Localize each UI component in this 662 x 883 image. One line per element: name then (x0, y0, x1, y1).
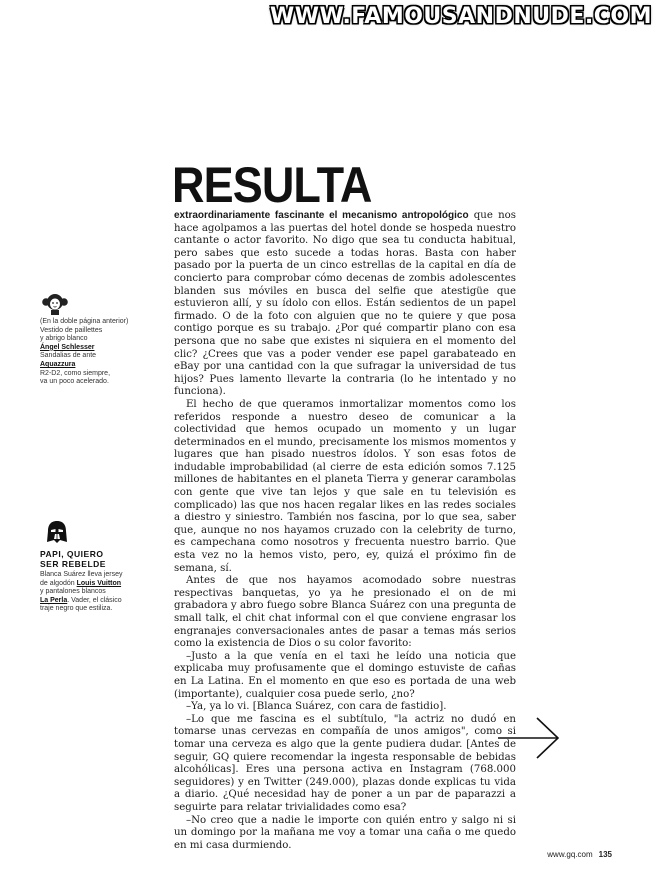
site-url: www.gq.com (547, 850, 593, 859)
brand-name: La Perla (40, 596, 68, 604)
caption-line: Sandalias de ante (40, 352, 97, 360)
watermark: WWW.FAMOUSANDNUDE.COM (269, 4, 652, 29)
sidebar-caption-1 (40, 318, 160, 387)
headline: RESULTA (172, 157, 372, 213)
brand-name: Louis Vuitton (76, 579, 122, 587)
paragraph-2: El hecho de que queramos inmortalizar momentos como los referidos responde a nuestro deseo de comunicar a la colectividad que hemos ocupado un momento y un lugar determinados en el mundo, precisamente los mismos momentos y lugares que han pisado nuestros ídolos. Y son esas fotos de indudable improbabilidad (al cierre de esta edición somos 7.125 millones de habitantes en el planeta Tierra y generar carambolas con gente que vive tan lejos y que sale en tu televisión es complicado) las que nos hacen regalar likes en las redes sociales a diestro y siniestro. También nos fascina, por lo que sea, saber que, aunque no nos hayamos cruzado con la celebrity de turno, es campechana como nosotros y frecuenta nuestro barrio. Que esta vez no la hemos visto, pero, ey, quizá el próximo fin de semana, sí. (174, 398, 516, 574)
brand-name: Aquazzura (40, 360, 76, 368)
caption-title: PAPI, QUIERO (40, 549, 104, 559)
paragraph-4: –Justo a la que venía en el taxi he leído una noticia que explicaba muy profusamente que el domingo estuviste de cañas en La Latina. En el momento en que eso es portada de una web (importante), cualquier cosa puede serlo, ¿no? (174, 650, 516, 700)
caption-line: R2-D2, como siempre, (40, 369, 111, 377)
continue-arrow-icon (497, 716, 561, 764)
article-body (174, 210, 516, 852)
caption-line: de algodón (40, 579, 75, 587)
caption-line: traje negro que estiliza. (40, 605, 113, 613)
paragraph-1-text: que nos hace agolpamos a las puertas del hotel donde se hospeda nuestro cantante o actor favorito. No digo que sea tu conducta habitual, pero sabes que esto sucede a todas horas. Basta con haber pasado por la puerta de un cinco estrellas de la capital en día de concierto para comprobar cómo decenas de zombis adolescentes blanden sus móviles en busca del selfie que atestigüe que estuvieron allí, y su ídolo con ellos. Están sedientos de un papel firmado. O de la foto con alguien que no te quiere y que posa contigo porque es su trabajo. ¿Por qué compartir plano con esa persona que no sabe que existes ni siquiera en el momento del clic? ¿Crees que vas a poder vender ese papel garabateado en eBay por una cantidad con la que sufragar la universidad de tus hijos? Pues lamento llevarte la contraria (lo he intentado y no funciona). (174, 210, 517, 398)
paragraph-5: –Ya, ya lo vi. [Blanca Suárez, con cara de fastidio]. (186, 701, 447, 713)
sidebar-caption-2 (40, 549, 160, 614)
caption-line: . Vader, el clásico (67, 596, 122, 604)
brand-name: Ángel Schlesser (40, 343, 95, 351)
princess-leia-icon (42, 290, 68, 320)
caption-line: (En la doble página anterior) (40, 318, 129, 325)
darth-vader-icon (46, 520, 68, 548)
lead-in: extraordinariamente fascinante el mecanismo antropológico (174, 210, 469, 221)
caption-line: Blanca Suárez lleva jersey (40, 571, 123, 578)
paragraph-1 (174, 210, 516, 399)
caption-line: y abrigo blanco (40, 335, 88, 343)
paragraph-6: –Lo que me fascina es el subtítulo, "la actriz no dudó en tomarse unas cervezas en compañía de unos amigos", como si tomar una cerveza es algo que la gente pudiera dudar. [Antes de seguir, GQ quiere recomendar la ingesta responsable de bebidas alcohólicas]. Eres una persona activa en Instagram (768.000 seguidores) y en Twitter (249.000), plazas donde explicas tu vida a diario. ¿Qué necesidad hay de poner a un par de paparazzi a seguirte para relatar trivialidades como esa? (174, 713, 516, 813)
paragraph-3: Antes de que nos hayamos acomodado sobre nuestras respectivas banquetas, yo ya he presionado el on de mi grabadora y abro fuego sobre Blanca Suárez con una pregunta de small talk, el chit chat informal con el que conviene engrasar los engranajes conversacionales antes de pasar a temas más serios como la existencia de Dios o su color favorito: (174, 575, 516, 650)
caption-title: SER REBELDE (40, 559, 106, 569)
page-number: 135 (598, 850, 612, 859)
caption-line: Vestido de paillettes (40, 326, 103, 334)
caption-line: va un poco acelerado. (40, 378, 109, 386)
page-folio (547, 850, 612, 859)
paragraph-7: –No creo que a nadie le importe con quién entro y salgo ni si un domingo por la mañana me voy a tomar una caña o me quedo en mi casa durmiendo. (174, 814, 516, 851)
caption-line: y pantalones blancos (40, 588, 106, 596)
